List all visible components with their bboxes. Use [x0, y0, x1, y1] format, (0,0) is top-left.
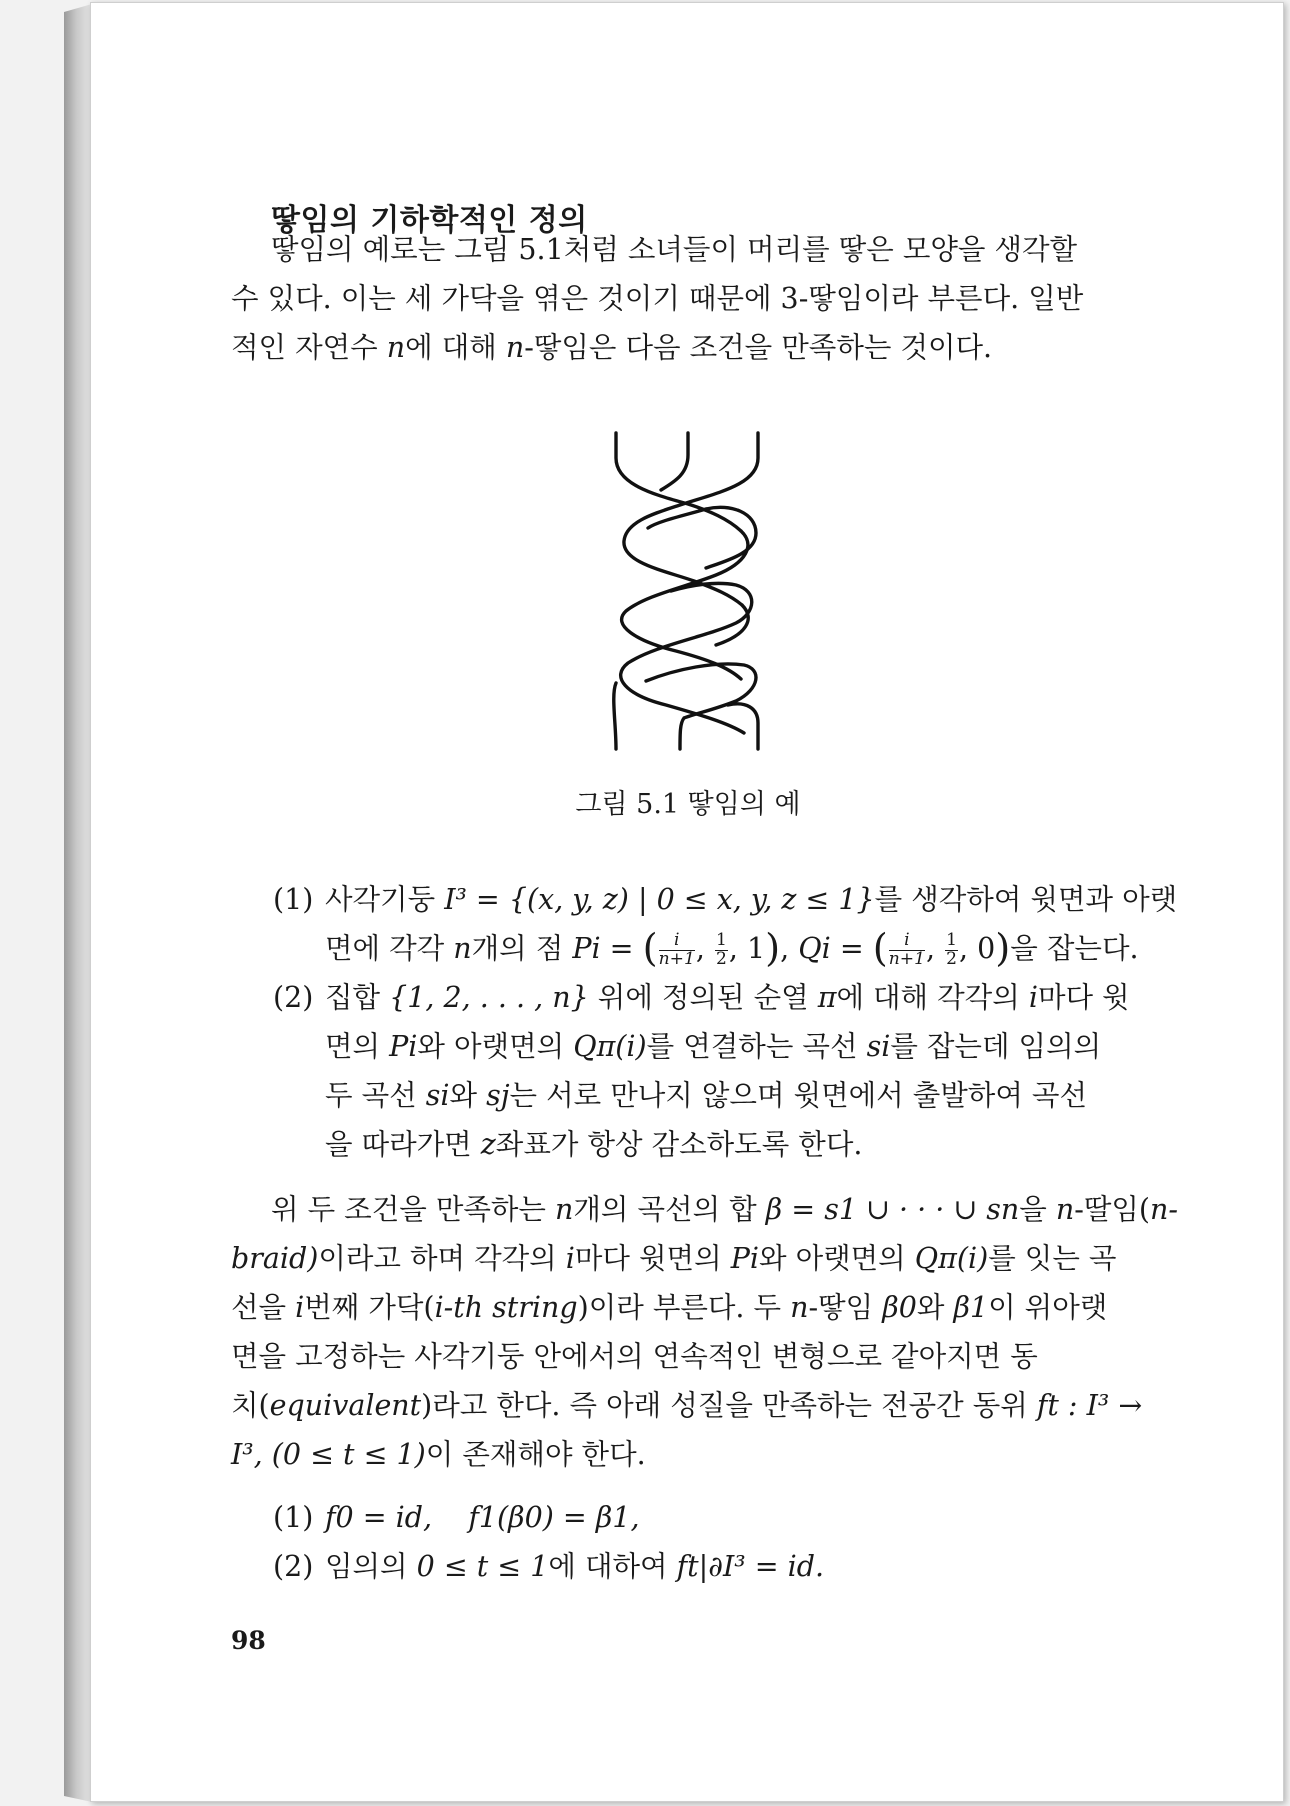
property-item-2: (2) 임의의 0 ≤ t ≤ 1에 대하여 ft|∂I³ = id. — [273, 1550, 825, 1583]
condition-number: (2) — [273, 981, 314, 1015]
book-spine-edge — [64, 4, 92, 1802]
condition-2-line-3: 두 곡선 si와 sj는 서로 만나지 않으며 윗면에서 출발하여 곡선 — [325, 1079, 1087, 1113]
braid-strand-c — [624, 433, 758, 605]
braid-strand-j — [614, 683, 616, 749]
intro-paragraph — [231, 225, 1241, 372]
condition-number: (1) — [273, 883, 314, 916]
braid-figure — [606, 423, 886, 759]
braid-strand-b — [661, 433, 688, 490]
intro-line-1: 땋임의 예로는 그림 5.1처럼 소녀들이 머리를 땋은 모양을 생각할 — [271, 233, 1078, 266]
condition-1-line-1: 사각기둥 I³ = {(x, y, z) | 0 ≤ x, y, z ≤ 1}를 생각하여 윗면과 아랫 — [325, 883, 1178, 916]
book-page — [90, 2, 1284, 1802]
property-item-1: (1) f0 = id, f1(β0) = β1, — [273, 1501, 640, 1534]
condition-2-line-1: 집합 {1, 2, . . . , n} 위에 정의된 순열 π에 대해 각각의 i마다 윗 — [325, 981, 1130, 1015]
definition-line-4: 면을 고정하는 사각기둥 안에서의 연속적인 변형으로 같아지면 동 — [231, 1340, 1038, 1373]
braid-strand-h — [621, 583, 752, 733]
condition-2-line-2: 면의 Pi와 아랫면의 Qπ(i)를 연결하는 곡선 si를 잡는데 임의의 — [325, 1030, 1102, 1064]
definition-line-6: I³, (0 ≤ t ≤ 1)이 존재해야 한다. — [231, 1438, 646, 1471]
section-heading: 땋임의 기하학적인 정의 — [271, 203, 588, 238]
braid-strands — [614, 433, 758, 749]
conditions-list — [231, 875, 1241, 1169]
intro-line-3: 적인 자연수 n에 대해 n-땋임은 다음 조건을 만족하는 것이다. — [231, 331, 993, 364]
definition-line-1: 위 두 조건을 만족하는 n개의 곡선의 합 β = s1 ∪ · · · ∪ sn을 n-딸임(n- — [271, 1193, 1179, 1226]
condition-2-line-4: 을 따라가면 z좌표가 항상 감소하도록 한다. — [325, 1128, 863, 1162]
definition-paragraph — [231, 1185, 1241, 1479]
condition-1-line-2: 면에 각각 n개의 점 Pi = ( $\frac{i}{n+1}$ , $\frac{1}{2}$ , 1), Qi = ( $\frac{i}{n+1}$ , $\frac{1}{2}$ , 0)을 잡는다. — [325, 926, 1139, 972]
properties-list — [231, 1493, 1241, 1591]
definition-line-5: 치(equivalent)라고 한다. 즉 아래 성질을 만족하는 전공간 동위 ft : I³ → — [231, 1389, 1143, 1422]
condition-item-2 — [231, 973, 1241, 1169]
condition-item-1 — [231, 875, 1241, 973]
definition-line-3: 선을 i번째 가닥(i-th string)이라 부른다. 두 n-땋임 β0와 β1이 위아랫 — [231, 1291, 1108, 1324]
intro-line-2: 수 있다. 이는 세 가닥을 엮은 것이기 때문에 3-땋임이라 부른다. 일반 — [231, 282, 1084, 315]
definition-line-2: braid)이라고 하며 각각의 i마다 윗면의 Pi와 아랫면의 Qπ(i)를 잇는 곡 — [231, 1242, 1117, 1275]
figure-caption: 그림 5.1 땋임의 예 — [575, 789, 801, 820]
page-number: 98 — [231, 1626, 266, 1655]
braid-strand-f — [706, 507, 756, 568]
